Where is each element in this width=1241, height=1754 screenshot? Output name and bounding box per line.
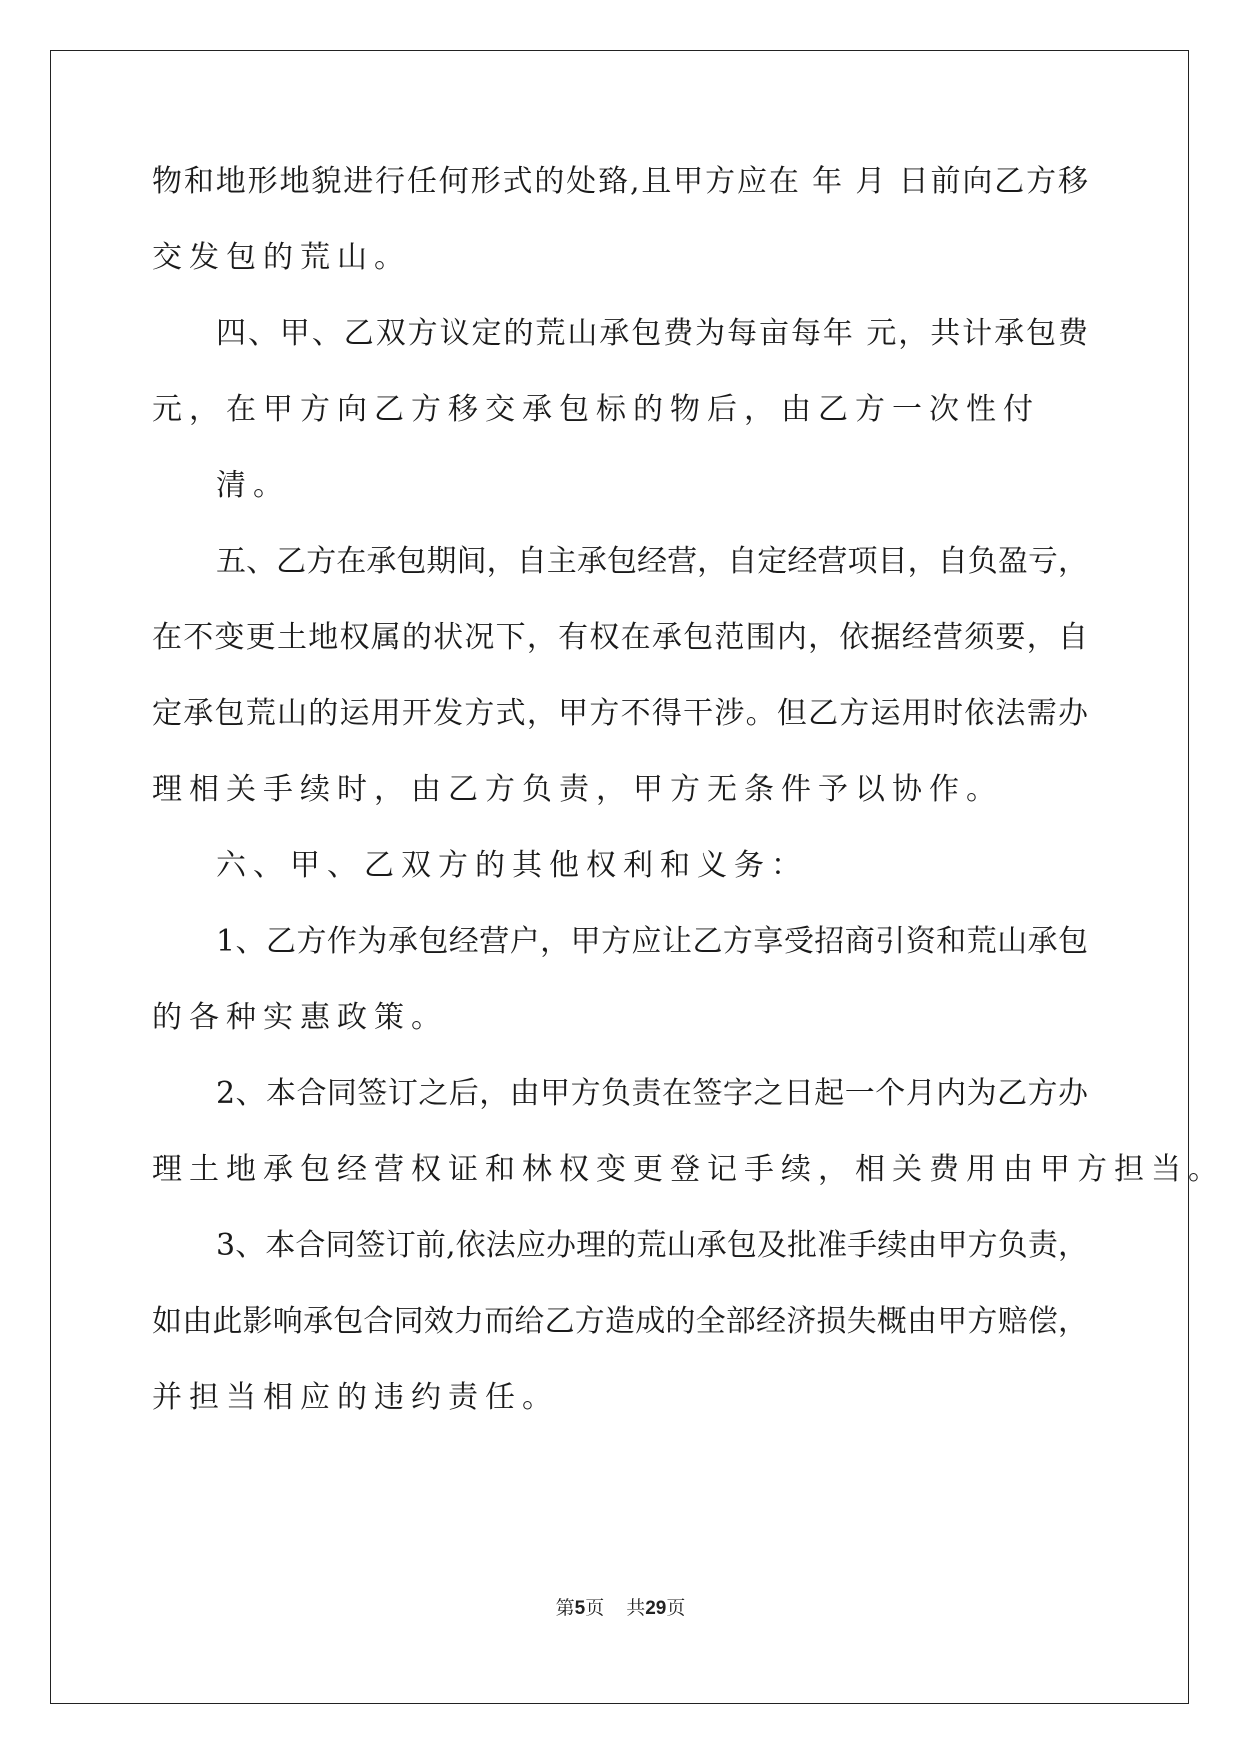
- page-prefix: 第: [555, 1597, 575, 1619]
- text-line: 四、甲、乙双方议定的荒山承包费为每亩每年 元，共计承包费: [216, 316, 1088, 351]
- text-line: 六、甲、乙双方的其他权利和义务：: [216, 848, 808, 883]
- text-line: 在不变更土地权属的状况下，有权在承包范围内，依据经营须要，自: [152, 620, 1088, 655]
- total-prefix: 共: [626, 1597, 646, 1619]
- page-footer: [0, 1596, 1241, 1621]
- text-line: 清。: [216, 468, 290, 503]
- current-page-number: 5: [574, 1598, 586, 1619]
- text-line: 元，在甲方向乙方移交承包标的物后，由乙方一次性付: [152, 392, 1040, 427]
- text-line: 理土地承包经营权证和林权变更登记手续，相关费用由甲方担当。: [152, 1152, 1225, 1187]
- page-suffix: 页: [585, 1597, 605, 1619]
- total-suffix: 页: [666, 1597, 686, 1619]
- text-line: 物和地形地貌进行任何形式的处臵,且甲方应在 年 月 日前向乙方移: [152, 164, 1088, 199]
- text-line: 理相关手续时，由乙方负责，甲方无条件予以协作。: [152, 772, 1003, 807]
- text-line: 交发包的荒山。: [152, 240, 411, 275]
- text-line: 五、乙方在承包期间，自主承包经营，自定经营项目，自负盈亏，: [216, 544, 1088, 579]
- text-line: 2、本合同签订之后，由甲方负责在签字之日起一个月内为乙方办: [216, 1076, 1088, 1111]
- total-page-count: 29: [645, 1598, 667, 1619]
- text-line: 如由此影响承包合同效力而给乙方造成的全部经济损失概由甲方赔偿，: [152, 1304, 1088, 1339]
- text-line: 1、乙方作为承包经营户，甲方应让乙方享受招商引资和荒山承包: [216, 924, 1088, 959]
- text-line: 的各种实惠政策。: [152, 1000, 448, 1035]
- text-line: 3、本合同签订前,依法应办理的荒山承包及批准手续由甲方负责，: [216, 1228, 1088, 1263]
- text-line: 并担当相应的违约责任。: [152, 1380, 559, 1415]
- text-line: 定承包荒山的运用开发方式，甲方不得干涉。但乙方运用时依法需办: [152, 696, 1088, 731]
